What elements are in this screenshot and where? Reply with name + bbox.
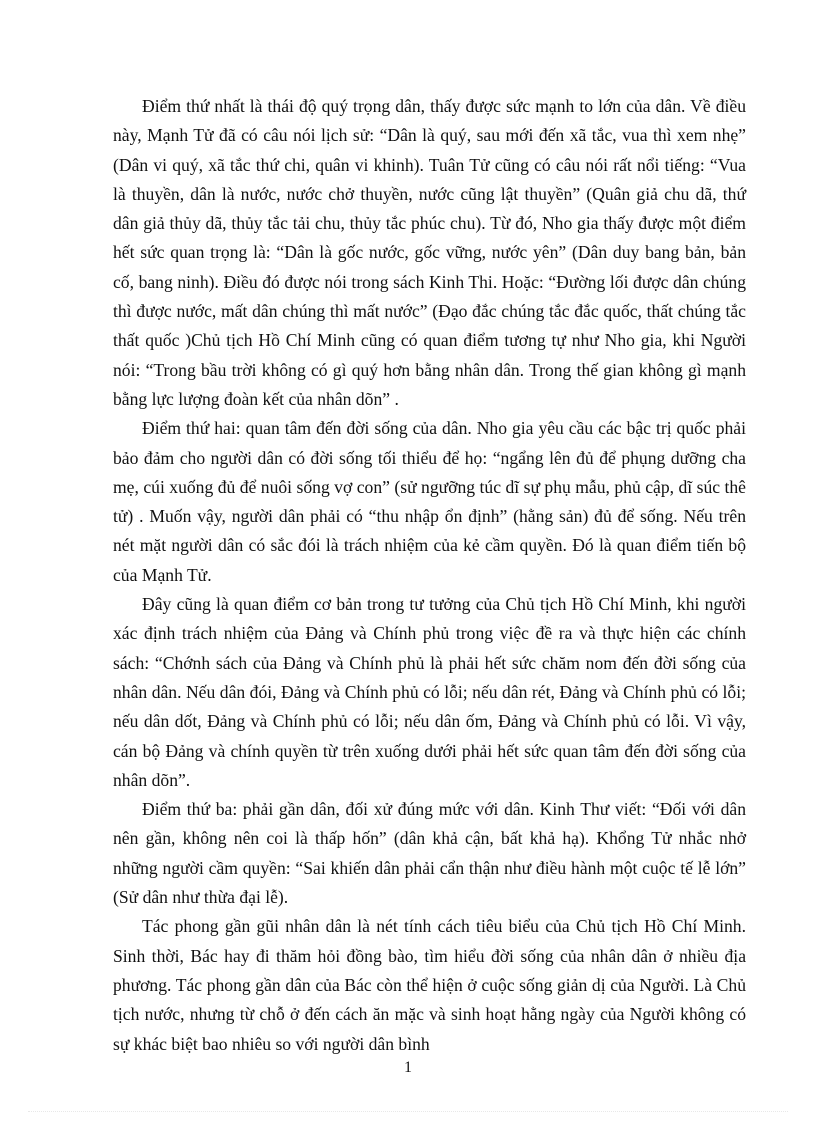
- page-bottom-divider: [28, 1111, 788, 1112]
- paragraph-closeness-to-people: Điểm thứ ba: phải gần dân, đối xử đúng mức với dân. Kinh Thư viết: “Đối với dân nên gần, không nên coi là thấp hốn” (dân khả cận, bất khả hạ). Khổng Tử nhắc nhở những người cầm quyền: “Sai khiến dân phải cẩn thận như điều hành một cuộc tế lễ lớn” (Sử dân như thừa đại lễ).: [113, 799, 746, 908]
- document-body: [113, 92, 746, 1059]
- paragraph-ho-chi-minh-style: Tác phong gần gũi nhân dân là nét tính cách tiêu biểu của Chủ tịch Hồ Chí Minh. Sinh thời, Bác hay đi thăm hỏi đồng bào, tìm hiểu đời sống của nhân dân ở nhiều địa phương. Tác phong gần dân của Bác còn thể hiện ở cuộc sống giản dị của Người. Là Chủ tịch nước, nhưng từ chỗ ở đến cách ăn mặc và sinh hoạt hằng ngày của Người không có sự khác biệt bao nhiêu so với người dân bình: [113, 916, 746, 1054]
- page-number: 1: [404, 1059, 412, 1076]
- paragraph-ho-chi-minh-policy: Đây cũng là quan điểm cơ bản trong tư tưởng của Chủ tịch Hồ Chí Minh, khi người xác định trách nhiệm của Đảng và Chính phủ trong việc đề ra và thực hiện các chính sách: “Chớnh sách của Đảng và Chính phủ là phải hết sức chăm nom đến đời sống của nhân dân. Nếu dân đói, Đảng và Chính phủ có lỗi; nếu dân rét, Đảng và Chính phủ có lỗi; nếu dân dốt, Đảng và Chính phủ có lỗi; nếu dân ốm, Đảng và Chính phủ có lỗi. Vì vậy, cán bộ Đảng và chính quyền từ trên xuống dưới phải hết sức quan tâm đến đời sống của nhân dõn”.: [113, 594, 746, 790]
- paragraph-respect-for-people: Điểm thứ nhất là thái độ quý trọng dân, thấy được sức mạnh to lớn của dân. Về điều này, Mạnh Tử đã có câu nói lịch sử: “Dân là quý, sau mới đến xã tắc, vua thì xem nhẹ” (Dân vi quý, xã tắc thứ chi, quân vi khinh). Tuân Tử cũng có câu nói rất nổi tiếng: “Vua là thuyền, dân là nước, nước chở thuyền, nước cũng lật thuyền” (Quân giả chu dã, thứ dân giả thủy dã, thủy tắc tải chu, thủy tắc phúc chu). Từ đó, Nho gia thấy được một điểm hết sức quan trọng là: “Dân là gốc nước, gốc vững, nước yên” (Dân duy bang bản, bản cố, bang ninh). Điều đó được nói trong sách Kinh Thi. Hoặc: “Đường lối được dân chúng thì được nước, mất dân chúng thì mất nước” (Đạo đắc chúng tắc đắc quốc, thất chúng tắc thất quốc )Chủ tịch Hồ Chí Minh cũng có quan điểm tương tự như Nho gia, khi Người nói: “Trong bầu trời không có gì quý hơn bằng nhân dân. Trong thế gian không gì mạnh bằng lực lượng đoàn kết của nhân dõn” .: [113, 96, 746, 409]
- paragraph-care-for-livelihood: Điểm thứ hai: quan tâm đến đời sống của dân. Nho gia yêu cầu các bậc trị quốc phải bảo đảm cho người dân có đời sống tối thiểu để họ: “ngẩng lên đủ để phụng dưỡng cha mẹ, cúi xuống đủ để nuôi sống vợ con” (sử ngưỡng túc dĩ sự phụ mẫu, phủ cập, dĩ súc thê tử) . Muốn vậy, người dân phải có “thu nhập ổn định” (hằng sản) đủ để sống. Nếu trên nét mặt người dân có sắc đói là trách nhiệm của kẻ cầm quyền. Đó là quan điểm tiến bộ của Mạnh Tử.: [113, 418, 746, 585]
